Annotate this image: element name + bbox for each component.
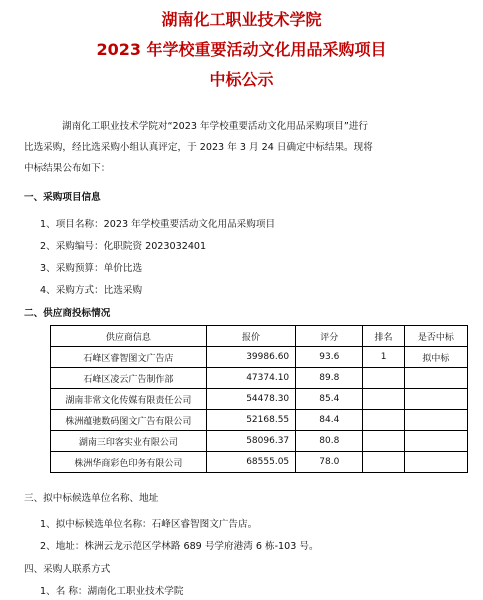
table-row bbox=[51, 368, 468, 389]
bid-score: 80.8 bbox=[296, 431, 363, 452]
table-row bbox=[51, 452, 468, 473]
bid-score: 78.0 bbox=[296, 452, 363, 473]
section1-item: 3、采购预算：单价比选 bbox=[40, 263, 143, 274]
bid-won bbox=[404, 389, 467, 410]
table-header-row bbox=[51, 326, 468, 347]
intro-line2: 比选采购，经比选采购小组认真评定，于 2023 年 3 月 24 日确定中标结果。现将 bbox=[24, 142, 373, 153]
bid-won bbox=[404, 431, 467, 452]
supplier-name: 株洲华商彩色印务有限公司 bbox=[51, 452, 207, 473]
supplier-name: 株洲蕴驰数码图文广告有限公司 bbox=[51, 410, 207, 431]
bid-score: 85.4 bbox=[296, 389, 363, 410]
document-title-line1: 湖南化工职业技术学院 bbox=[161, 10, 322, 29]
bid-price: 39986.60 bbox=[206, 347, 295, 368]
intro-line1: 湖南化工职业技术学院对“2023 年学校重要活动文化用品采购项目”进行 bbox=[62, 121, 369, 132]
table-row bbox=[51, 389, 468, 410]
section4-item: 1、名 称：湖南化工职业技术学院 bbox=[40, 586, 184, 597]
section4-heading: 四、采购人联系方式 bbox=[24, 564, 111, 575]
column-header-supplier: 供应商信息 bbox=[51, 326, 207, 347]
bid-won bbox=[404, 452, 467, 473]
section3-item: 1、拟中标候选单位名称：石峰区睿智图文广告店。 bbox=[40, 519, 258, 530]
bid-price: 54478.30 bbox=[206, 389, 295, 410]
document-title-line2: 2023 年学校重要活动文化用品采购项目 bbox=[96, 40, 387, 59]
bid-price: 47374.10 bbox=[206, 368, 295, 389]
section1-item: 4、采购方式：比选采购 bbox=[40, 285, 143, 296]
supplier-name: 石峰区睿智图文广告店 bbox=[51, 347, 207, 368]
column-header-score: 评分 bbox=[296, 326, 363, 347]
section3-heading: 三、拟中标候选单位名称、地址 bbox=[24, 493, 159, 504]
section3-item: 2、地址：株洲云龙示范区学林路 689 号学府港湾 6 栋-103 号。 bbox=[40, 541, 319, 552]
section1-heading: 一、采购项目信息 bbox=[24, 192, 101, 203]
bid-rank: 1 bbox=[363, 347, 404, 368]
table-row bbox=[51, 347, 468, 368]
table-row bbox=[51, 431, 468, 452]
bid-rank bbox=[363, 452, 404, 473]
section1-item: 1、项目名称：2023 年学校重要活动文化用品采购项目 bbox=[40, 219, 276, 230]
supplier-name: 湖南三印客实业有限公司 bbox=[51, 431, 207, 452]
bid-price: 58096.37 bbox=[206, 431, 295, 452]
bid-price: 52168.55 bbox=[206, 410, 295, 431]
bid-rank bbox=[363, 410, 404, 431]
column-header-price: 报价 bbox=[206, 326, 295, 347]
bid-score: 84.4 bbox=[296, 410, 363, 431]
supplier-name: 石峰区凌云广告制作部 bbox=[51, 368, 207, 389]
bid-rank bbox=[363, 431, 404, 452]
column-header-won: 是否中标 bbox=[404, 326, 467, 347]
section1-item: 2、采购编号：化职院资 2023032401 bbox=[40, 241, 207, 252]
intro-line3: 中标结果公布如下： bbox=[24, 163, 111, 174]
document-title-line3: 中标公示 bbox=[209, 70, 274, 89]
section2-heading: 二、供应商投标情况 bbox=[24, 308, 111, 319]
intro-paragraph bbox=[24, 116, 464, 179]
bid-won: 拟中标 bbox=[404, 347, 467, 368]
bid-results-table bbox=[50, 325, 468, 473]
bid-won bbox=[404, 368, 467, 389]
bid-price: 68555.05 bbox=[206, 452, 295, 473]
bid-rank bbox=[363, 389, 404, 410]
bid-won bbox=[404, 410, 467, 431]
bid-score: 93.6 bbox=[296, 347, 363, 368]
bid-rank bbox=[363, 368, 404, 389]
supplier-name: 湖南非常文化传媒有限责任公司 bbox=[51, 389, 207, 410]
bid-score: 89.8 bbox=[296, 368, 363, 389]
table-row bbox=[51, 410, 468, 431]
column-header-rank: 排名 bbox=[363, 326, 404, 347]
